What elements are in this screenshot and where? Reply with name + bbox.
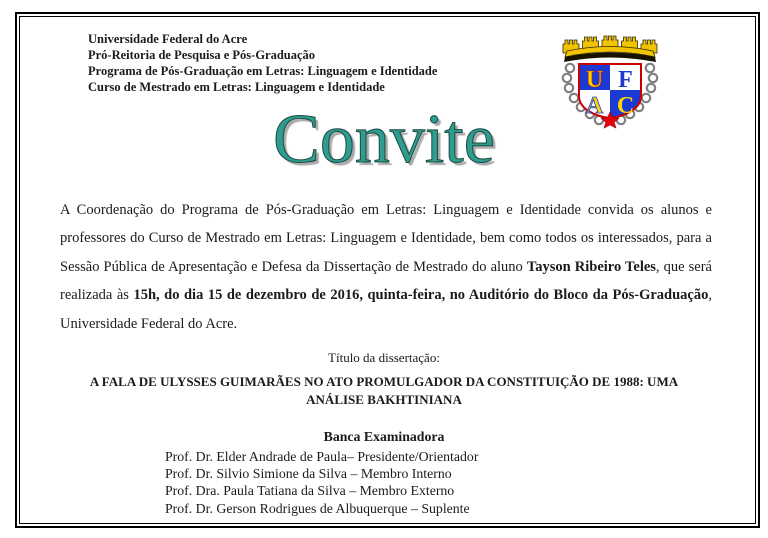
paragraph-segment: A Coordenação do Programa de Pós-Graduação em Letras: Linguagem e Identidade convida os alunos e professores do Curso de Mestrado em Letras: Linguagem e Identidade, bem como todos os interessados, para a Sessão Pública de Apresentação e Defesa da Dissertação de Mestrado do aluno [60, 202, 712, 275]
paragraph-bold-segment: 15h, do dia 15 de dezembro de 2016, quinta-feira, no Auditório do Bloco da Pós-Graduação [133, 287, 709, 304]
committee-member: Prof. Dr. Elder Andrade de Paula– Presidente/Orientador [165, 449, 479, 464]
letterhead-line: Pró-Reitoria de Pesquisa e Pós-Graduação [88, 48, 316, 62]
letterhead-line: Curso de Mestrado em Letras: Linguagem e Identidade [88, 80, 385, 94]
logo-letter-a: A [585, 93, 604, 119]
page-title: Convite [273, 101, 495, 178]
logo-letter-c: C [616, 93, 635, 119]
logo-letter-u: U [585, 67, 604, 93]
letterhead [88, 31, 437, 95]
logo-letter-f: F [618, 67, 633, 93]
committee-member: Prof. Dra. Paula Tatiana da Silva – Membro Externo [165, 483, 455, 499]
committee-heading: Banca Examinadora [323, 429, 445, 444]
dissertation-title-label: Título da dissertação: [328, 350, 440, 365]
committee-member: Prof. Dr. Silvio Simione da Silva – Membro Interno [165, 466, 452, 482]
dissertation-title: A FALA DE ULYSSES GUIMARÃES NO ATO PROMULGADOR DA CONSTITUIÇÃO DE 1988: UMA ANÁLISE BAKHTINIANA [89, 374, 679, 407]
crown-icon [563, 36, 657, 62]
letterhead-line: Programa de Pós-Graduação em Letras: Linguagem e Identidade [88, 64, 438, 78]
committee-member: Prof. Dr. Gerson Rodrigues de Albuquerque – Suplente [165, 500, 470, 516]
letterhead-line: Universidade Federal do Acre [88, 32, 248, 46]
paragraph-segment: , Universidade Federal do Acre. [60, 287, 712, 332]
invitation-paragraph [60, 196, 712, 338]
paragraph-bold-segment: Tayson Ribeiro Teles [526, 258, 656, 275]
committee-members-list [165, 448, 478, 517]
paragraph-segment: , que será realizada às [60, 258, 712, 304]
